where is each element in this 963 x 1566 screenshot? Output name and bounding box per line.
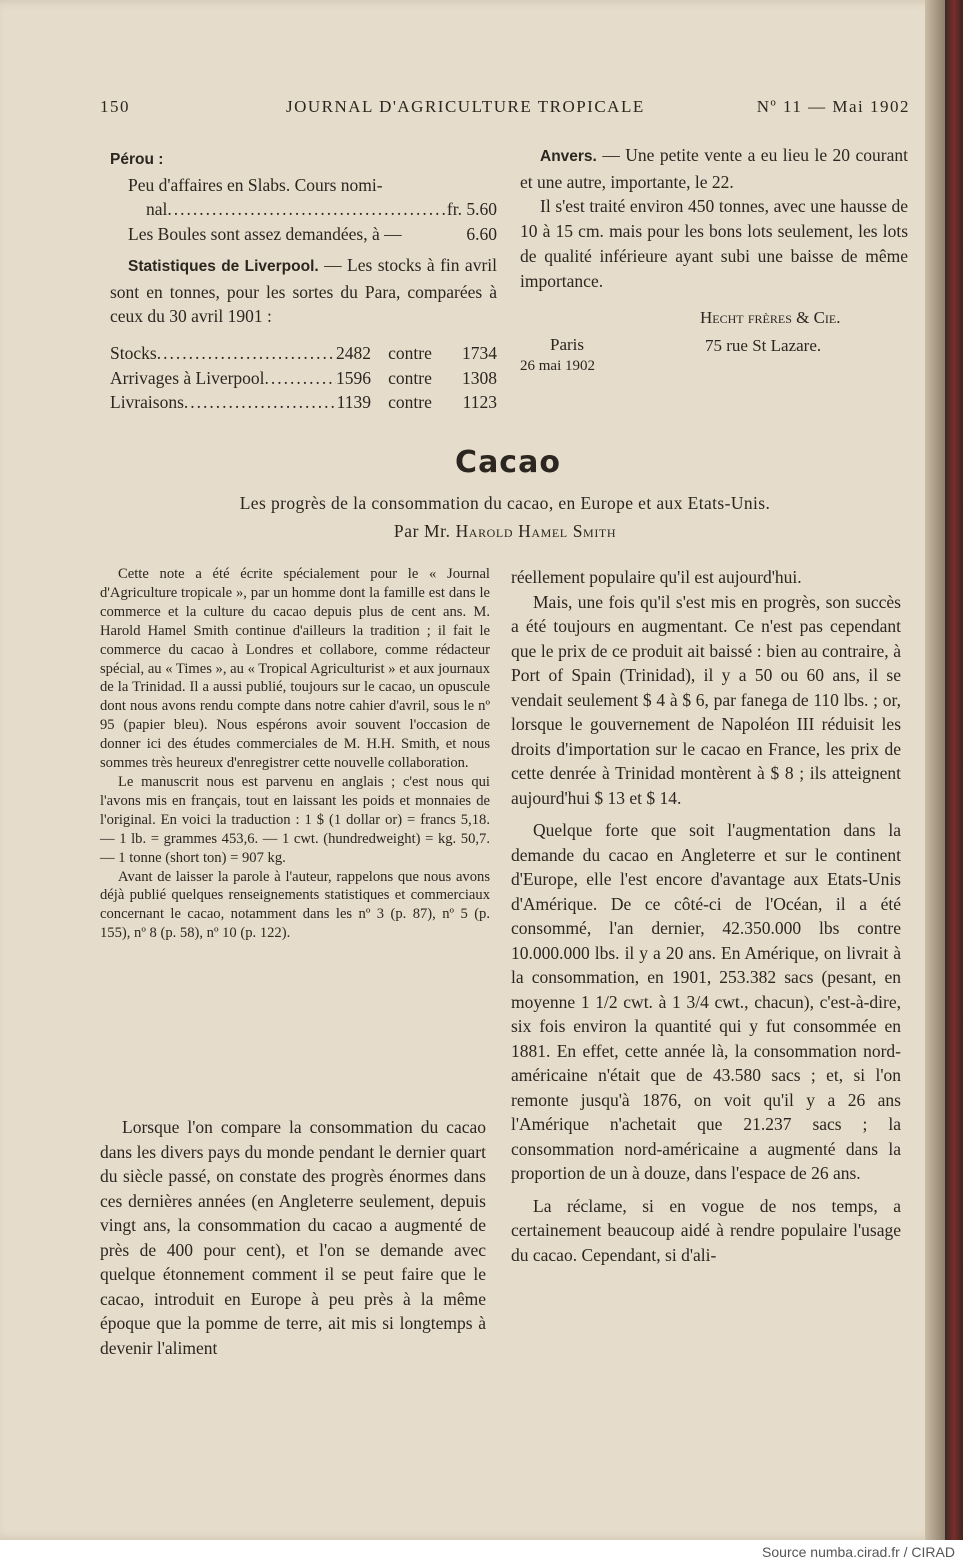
signature-date: 26 mai 1902 xyxy=(520,358,595,374)
author-name: Harold Hamel Smith xyxy=(455,521,617,541)
left-top-column xyxy=(110,146,497,415)
right-top-column xyxy=(520,143,908,293)
boules-line: Les Boules sont assez demandées, à — 6.60 xyxy=(128,224,497,245)
signature-name: Hecht frères & Cie. xyxy=(700,308,841,327)
left-body-column xyxy=(100,1115,486,1360)
signature-address: 75 rue St Lazare. xyxy=(705,336,822,355)
peru-heading: Pérou : xyxy=(110,151,164,168)
anvers-paragraph: Anvers. — Une petite vente a eu lieu le 20 courant et une autre, importante, le 22. xyxy=(520,145,908,192)
anvers-heading: Anvers. xyxy=(540,148,597,165)
body-paragraph: Lorsque l'on compare la consommation du cacao dans les divers pays du monde pendant le dernier quart du siècle passé, on constate des progrès énormes dans ces dernières années (en Angleterre seulement, depuis vingt ans, la consommation du cacao a augmenté de près de 400 pour cent), et l'on se demande avec quelque étonnement comment il se peut faire que le cacao, introduit en Europe à peu près à la même époque que la pomme de terre, ait mis si longtemps à devenir l'aliment xyxy=(100,1117,486,1358)
stat-row: Stocks ..... 2482 contre 1734 xyxy=(110,341,497,366)
stat-row: Livraisons ..... 1139 contre 1123 xyxy=(110,390,497,415)
journal-title: JOURNAL D'AGRICULTURE TROPICALE xyxy=(286,97,645,116)
body-paragraph: Quelque forte que soit l'augmentation dans la demande du cacao en Angleterre et sur le continent d'Europe, elle l'est encore d'avantage aux Etats-Unis d'Amérique. De ce côté-ci de l'Océan, il a été consommé, l'an dernier, 42.350.000 lbs contre 10.000.000 lbs. il y a 20 ans. En Amérique, on livrait à la consommation, en 1901, 253.382 sacs (pesant, en moyenne 1 1/2 cwt. à 1 3/4 cwt., chacun), c'est-à-dire, six fois environ la quantité qui y fut consommée en 1881. En effet, cette année là, la consommation nord-américaine n'était que de 43.580 sacs ; et, si l'on remonte jusqu'à 1876, on voit qu'il y a 26 ans l'Amérique n'achetait que 21.237 sacs ; la consommation nord-américaine a augmenté dans la proportion de un à douze, dans l'espace de 26 ans. xyxy=(511,820,901,1183)
nal-line: nal ..... fr. 5.60 xyxy=(146,197,497,222)
source-footer xyxy=(0,1540,963,1566)
issue-label: Nº 11 — Mai 1902 xyxy=(756,97,910,116)
editorial-note xyxy=(100,565,490,943)
signature-place: Paris xyxy=(550,335,584,354)
article-subtitle: Les progrès de la consommation du cacao, en Europe et aux Etats-Unis. xyxy=(239,493,771,513)
running-head xyxy=(100,97,910,121)
body-paragraph: réellement populaire qu'il est aujourd'hui. xyxy=(511,567,802,587)
source-credit: Source numba.cirad.fr / CIRAD xyxy=(762,1544,955,1560)
note-paragraph: Cette note a été écrite spécialement pour le « Journal d'Agriculture tropicale », par un homme dont la famille est dans le commerce et la culture du cacao depuis plus de cent ans. M. Harold Hamel Smith continue d'ailleurs la tradition ; il fait le commerce du cacao à Londres et collabore, comme rédacteur spécial, au « Times », au « Tropical Agriculturist » et aux journaux de la Trinidad. Il a aussi publié, toujours sur le cacao, un opuscule dont nous avons rendu compte dans notre cahier d'avril, sous le nº 95 (papier bleu). Nous espérons avoir souvent l'occasion de donner ici des études commerciales de M. H.H. Smith, et nous sommes très heureux d'enregistrer cette nouvelle collaboration. xyxy=(100,566,490,772)
article-byline: Par Mr. Harold Hamel Smith xyxy=(393,521,617,541)
body-paragraph: Mais, une fois qu'il s'est mis en progrès, son succès a été toujours en augmentant. Ce n'est pas cependant que le prix de ce produit ait baissé : bien au contraire, à Port of Spain (Trinidad), il y a 50 ou 60 ans, il se vendait seulement $ 4 à $ 6, par fanega de 110 lbs. ; or, lorsque le gouvernement de Napoléon III réduisit les droits d'importation sur le cacao en France, les prix de cette denrée à Trinidad montèrent à $ 8 ; ils atteignent aujourd'hui $ 13 et $ 14. xyxy=(511,591,901,808)
article-title: Cacao xyxy=(455,445,561,480)
liverpool-paragraph: Statistiques de Liverpool. — Les stocks à fin avril sont en tonnes, pour les sortes du Para, comparées à ceux du 30 avril 1901 : xyxy=(110,254,497,327)
stat-row: Arrivages à Liverpool ..... 1596 contre 1308 xyxy=(110,366,497,391)
page-number: 150 xyxy=(100,97,130,116)
note-paragraph: Le manuscrit nous est parvenu en anglais ; c'est nous qui l'avons mis en français, tout en laissant les poids et monnaies de l'original. En voici la traduction : 1 $ (1 dollar or) = francs 5,18. — 1 lb. = grammes 453,6. — 1 cwt. (hundredweight) = kg. 50,7. — 1 tonne (short ton) = 907 kg. xyxy=(100,773,490,866)
anvers-paragraph-2: Il s'est traité environ 450 tonnes, avec une hausse de 10 à 15 cm. mais pour les bons lots seulement, les lots de qualité inférieure ayant subi une baisse de même importance. xyxy=(520,196,908,291)
note-paragraph: Avant de laisser la parole à l'auteur, rappelons que nous avons déjà publié quelques renseignements statistiques et commerciaux concernant le cacao, notamment dans les nº 3 (p. 87), nº 5 (p. 155), nº 8 (p. 58), nº 10 (p. 122). xyxy=(100,868,490,942)
body-paragraph: La réclame, si en vogue de nos temps, a certainement beaucoup aidé à rendre populaire l'usage du cacao. Cependant, si d'ali- xyxy=(511,1195,901,1265)
right-body-column xyxy=(511,565,901,1267)
peru-text: Peu d'affaires en Slabs. Cours nomi- xyxy=(128,174,383,195)
book-cover-edge xyxy=(945,0,963,1540)
liverpool-heading: Statistiques de Liverpool. xyxy=(128,257,319,275)
liverpool-table xyxy=(110,341,497,415)
page-spine-edge xyxy=(925,0,945,1540)
